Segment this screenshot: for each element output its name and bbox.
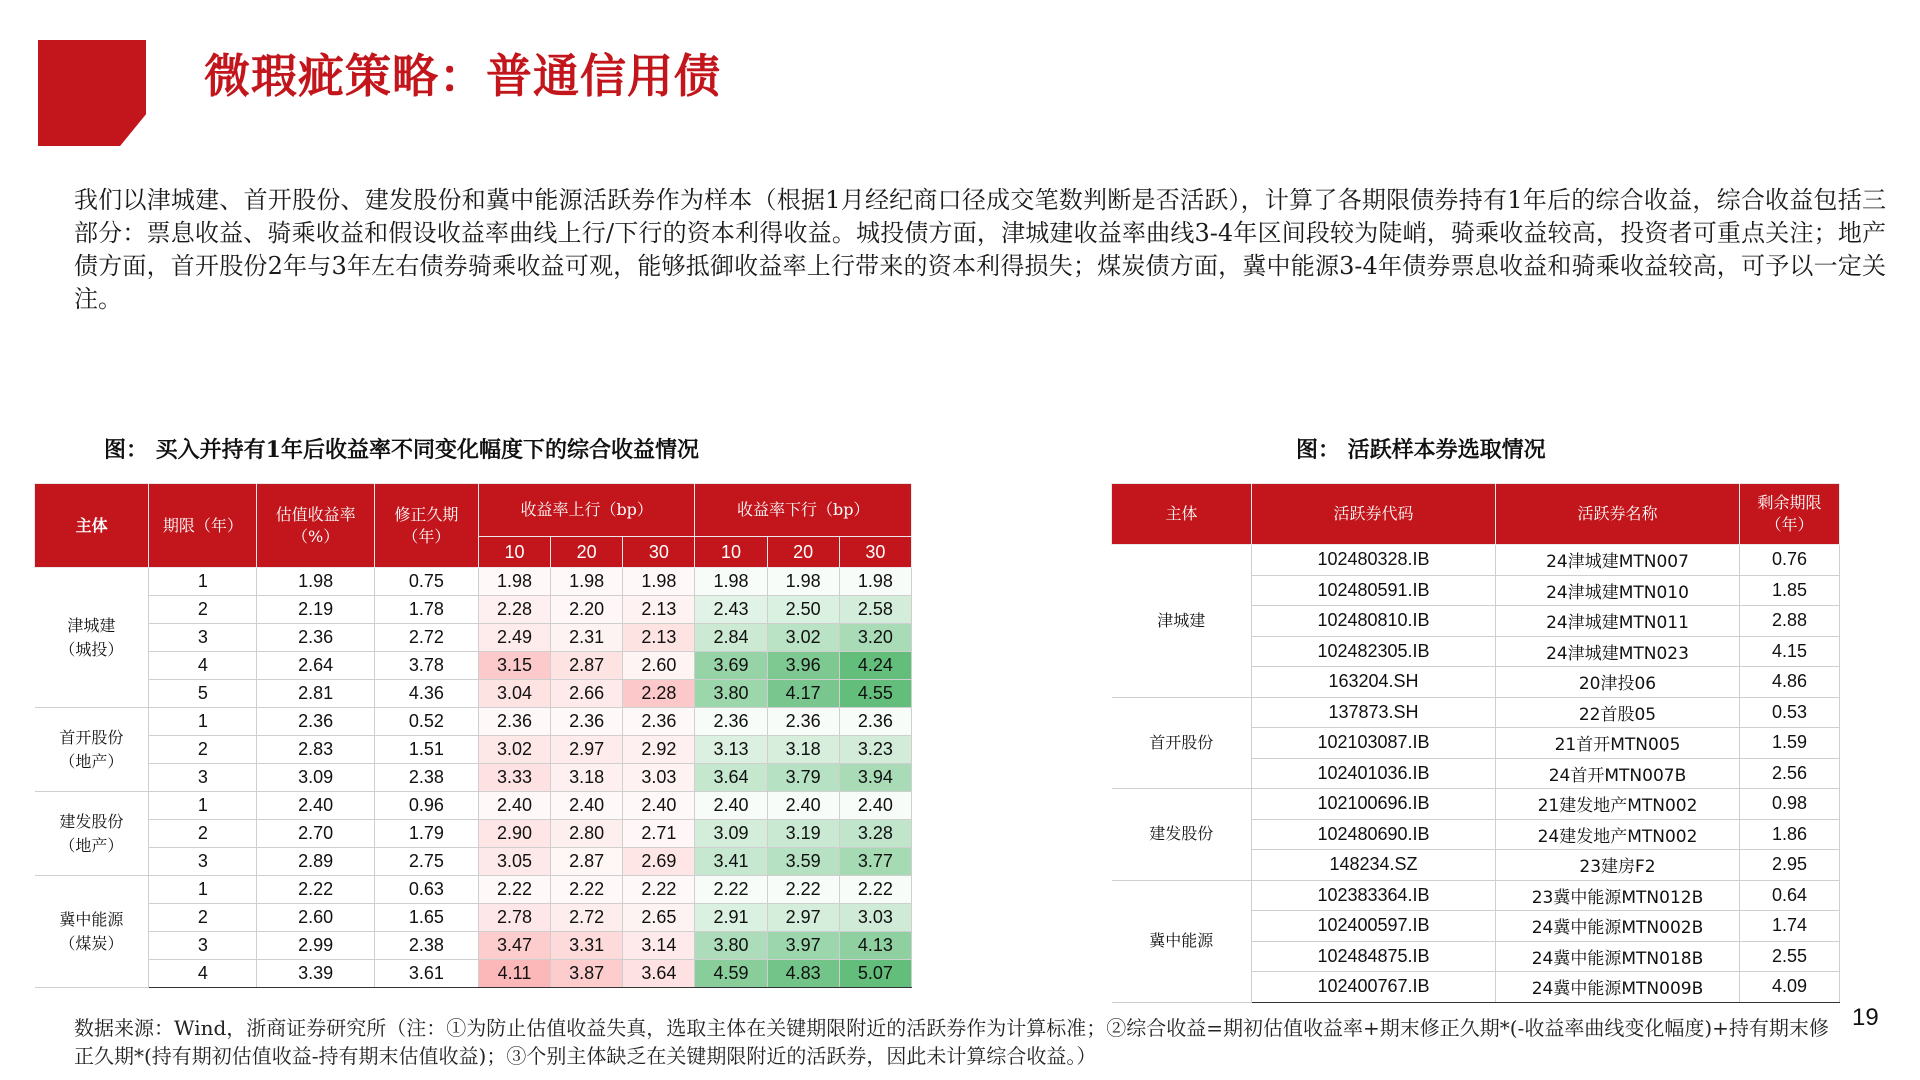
duration-cell: 0.63 <box>374 876 478 904</box>
yield-down-value: 2.40 <box>767 792 839 820</box>
yield-up-value: 2.78 <box>478 904 550 932</box>
bond-code-cell: 102480690.IB <box>1252 819 1496 850</box>
yield-down-value: 4.55 <box>839 680 911 708</box>
yield-up-value: 2.66 <box>551 680 623 708</box>
bond-code-cell: 102482305.IB <box>1252 636 1496 667</box>
yield-up-value: 3.03 <box>623 764 695 792</box>
header-yield-up: 收益率上行（bp） <box>478 484 694 537</box>
yield-up-value: 2.22 <box>551 876 623 904</box>
duration-cell: 4.36 <box>374 680 478 708</box>
sample-bond-table <box>1111 483 1840 1003</box>
term-cell: 2 <box>149 904 257 932</box>
duration-cell: 0.52 <box>374 708 478 736</box>
yield-up-value: 2.28 <box>478 596 550 624</box>
yield-down-value: 3.18 <box>767 736 839 764</box>
table-row <box>35 820 912 848</box>
bond-name-cell: 23冀中能源MTN012B <box>1496 880 1740 911</box>
yield-up-value: 2.60 <box>623 652 695 680</box>
yield-up-value: 2.90 <box>478 820 550 848</box>
yield-down-value: 3.59 <box>767 848 839 876</box>
yield-up-value: 2.92 <box>623 736 695 764</box>
yield-down-value: 3.28 <box>839 820 911 848</box>
yield-up-value: 2.36 <box>623 708 695 736</box>
yield-up-value: 1.98 <box>478 568 550 596</box>
bond-code-cell: 102401036.IB <box>1252 758 1496 789</box>
term-cell: 2 <box>149 736 257 764</box>
entity-cell: 首开股份 （地产） <box>35 708 149 792</box>
yield-down-value: 2.22 <box>695 876 767 904</box>
header-bp: 30 <box>623 537 695 568</box>
yield-up-value: 3.31 <box>551 932 623 960</box>
entity-cell: 津城建 <box>1112 545 1252 698</box>
term-cell: 1 <box>149 568 257 596</box>
term-cell: 3 <box>149 848 257 876</box>
entity-cell: 建发股份 <box>1112 789 1252 881</box>
duration-cell: 0.75 <box>374 568 478 596</box>
duration-cell: 1.51 <box>374 736 478 764</box>
yield-down-value: 2.91 <box>695 904 767 932</box>
yield-down-value: 3.03 <box>839 904 911 932</box>
yield-up-value: 3.64 <box>623 960 695 988</box>
duration-cell: 2.72 <box>374 624 478 652</box>
duration-cell: 2.38 <box>374 932 478 960</box>
remaining-term-cell: 0.64 <box>1740 880 1840 911</box>
yield-up-value: 2.87 <box>551 848 623 876</box>
term-cell: 3 <box>149 764 257 792</box>
bond-code-cell: 102484875.IB <box>1252 941 1496 972</box>
yield-cell: 2.19 <box>257 596 374 624</box>
bond-code-cell: 137873.SH <box>1252 697 1496 728</box>
yield-up-value: 3.47 <box>478 932 550 960</box>
yield-down-value: 3.96 <box>767 652 839 680</box>
yield-down-value: 2.97 <box>767 904 839 932</box>
data-source-note: 数据来源：Wind，浙商证券研究所（注：①为防止估值收益失真，选取主体在关键期限附近的活跃券作为计算标准；②综合收益=期初估值收益率+期末修正久期*(-收益率曲线变化幅度)+持有期末修正久期*(持有期初估值收益-持有期末估值收益)；③个别主体缺乏在关键期限附近的活跃券，因此未计算综合收益。） <box>74 1016 1829 1068</box>
sample-table-body <box>1112 545 1840 1003</box>
yield-cell: 2.22 <box>257 876 374 904</box>
duration-cell: 2.38 <box>374 764 478 792</box>
yield-down-value: 1.98 <box>767 568 839 596</box>
returns-figure-title: 图： 买入并持有1年后收益率不同变化幅度下的综合收益情况 <box>104 437 699 463</box>
duration-cell: 3.78 <box>374 652 478 680</box>
entity-cell: 津城建 （城投） <box>35 568 149 708</box>
remaining-term-cell: 4.09 <box>1740 972 1840 1003</box>
header-term: 期限（年） <box>149 484 257 568</box>
table-row <box>35 568 912 596</box>
yield-up-value: 3.18 <box>551 764 623 792</box>
remaining-term-cell: 1.74 <box>1740 911 1840 942</box>
yield-cell: 2.60 <box>257 904 374 932</box>
yield-down-value: 2.36 <box>839 708 911 736</box>
yield-down-value: 2.36 <box>695 708 767 736</box>
yield-down-value: 3.20 <box>839 624 911 652</box>
bond-name-cell: 24冀中能源MTN018B <box>1496 941 1740 972</box>
bond-name-cell: 24津城建MTN010 <box>1496 575 1740 606</box>
yield-down-value: 3.69 <box>695 652 767 680</box>
bond-name-cell: 24冀中能源MTN009B <box>1496 972 1740 1003</box>
yield-down-value: 2.36 <box>767 708 839 736</box>
returns-table <box>34 483 912 988</box>
yield-up-value: 2.65 <box>623 904 695 932</box>
yield-down-value: 3.23 <box>839 736 911 764</box>
header-bp: 30 <box>839 537 911 568</box>
entity-cell: 冀中能源 <box>1112 880 1252 1002</box>
yield-cell: 2.40 <box>257 792 374 820</box>
table-row <box>35 652 912 680</box>
remaining-term-cell: 1.85 <box>1740 575 1840 606</box>
bond-name-cell: 24津城建MTN007 <box>1496 545 1740 576</box>
remaining-term-cell: 1.86 <box>1740 819 1840 850</box>
term-cell: 1 <box>149 708 257 736</box>
bond-code-cell: 102400597.IB <box>1252 911 1496 942</box>
bond-name-cell: 24建发地产MTN002 <box>1496 819 1740 850</box>
bond-code-cell: 163204.SH <box>1252 667 1496 698</box>
table-row <box>35 764 912 792</box>
yield-down-value: 4.13 <box>839 932 911 960</box>
yield-up-value: 2.31 <box>551 624 623 652</box>
bond-code-cell: 102383364.IB <box>1252 880 1496 911</box>
yield-down-value: 4.59 <box>695 960 767 988</box>
table-row <box>1112 789 1840 820</box>
intro-paragraph: 我们以津城建、首开股份、建发股份和冀中能源活跃券作为样本（根据1月经纪商口径成交笔数判断是否活跃），计算了各期限债券持有1年后的综合收益，综合收益包括三部分：票息收益、骑乘收益和假设收益率曲线上行/下行的资本利得收益。城投债方面，津城建收益率曲线3-4年区间段较为陡峭，骑乘收益较高，投资者可重点关注；地产债方面，首开股份2年与3年左右债券骑乘收益可观，能够抵御收益率上行带来的资本利得损失；煤炭债方面，冀中能源3-4年债券票息收益和骑乘收益较高，可予以一定关注。 <box>74 186 1886 313</box>
header-yield: 估值收益率（%） <box>257 484 374 568</box>
bond-name-cell: 21首开MTN005 <box>1496 728 1740 759</box>
term-cell: 2 <box>149 596 257 624</box>
bond-name-cell: 24冀中能源MTN002B <box>1496 911 1740 942</box>
bond-name-cell: 23建房F2 <box>1496 850 1740 881</box>
yield-cell: 2.64 <box>257 652 374 680</box>
yield-cell: 3.09 <box>257 764 374 792</box>
header-bp: 20 <box>767 537 839 568</box>
term-cell: 3 <box>149 932 257 960</box>
header-bond-code: 活跃券代码 <box>1252 484 1496 545</box>
bond-name-cell: 22首股05 <box>1496 697 1740 728</box>
yield-up-value: 2.87 <box>551 652 623 680</box>
header-entity: 主体 <box>1112 484 1252 545</box>
yield-up-value: 2.36 <box>478 708 550 736</box>
yield-up-value: 2.40 <box>551 792 623 820</box>
term-cell: 1 <box>149 876 257 904</box>
yield-down-value: 2.40 <box>839 792 911 820</box>
remaining-term-cell: 2.55 <box>1740 941 1840 972</box>
yield-up-value: 2.22 <box>478 876 550 904</box>
table-row <box>35 876 912 904</box>
yield-down-value: 4.17 <box>767 680 839 708</box>
header-bp: 10 <box>695 537 767 568</box>
term-cell: 4 <box>149 960 257 988</box>
yield-down-value: 3.80 <box>695 932 767 960</box>
table-row <box>1112 880 1840 911</box>
yield-down-value: 3.79 <box>767 764 839 792</box>
yield-up-value: 2.49 <box>478 624 550 652</box>
yield-up-value: 3.15 <box>478 652 550 680</box>
remaining-term-cell: 2.95 <box>1740 850 1840 881</box>
bond-code-cell: 102400767.IB <box>1252 972 1496 1003</box>
yield-up-value: 3.02 <box>478 736 550 764</box>
yield-up-value: 2.13 <box>623 596 695 624</box>
yield-up-value: 2.80 <box>551 820 623 848</box>
page-title: 微瑕疵策略：普通信用债 <box>204 49 721 103</box>
yield-down-value: 2.58 <box>839 596 911 624</box>
page-number: 19 <box>1852 1004 1879 1031</box>
entity-cell: 首开股份 <box>1112 697 1252 789</box>
yield-up-value: 2.36 <box>551 708 623 736</box>
table-row <box>35 848 912 876</box>
yield-down-value: 4.83 <box>767 960 839 988</box>
term-cell: 2 <box>149 820 257 848</box>
yield-up-value: 1.98 <box>623 568 695 596</box>
yield-down-value: 3.97 <box>767 932 839 960</box>
yield-up-value: 2.40 <box>623 792 695 820</box>
remaining-term-cell: 2.88 <box>1740 606 1840 637</box>
yield-up-value: 4.11 <box>478 960 550 988</box>
yield-cell: 2.36 <box>257 708 374 736</box>
yield-up-value: 2.69 <box>623 848 695 876</box>
yield-up-value: 2.13 <box>623 624 695 652</box>
bond-name-cell: 21建发地产MTN002 <box>1496 789 1740 820</box>
yield-up-value: 3.14 <box>623 932 695 960</box>
yield-down-value: 2.84 <box>695 624 767 652</box>
yield-up-value: 2.71 <box>623 820 695 848</box>
bond-code-cell: 102103087.IB <box>1252 728 1496 759</box>
table-row <box>35 904 912 932</box>
duration-cell: 0.96 <box>374 792 478 820</box>
yield-cell: 2.36 <box>257 624 374 652</box>
bond-code-cell: 102100696.IB <box>1252 789 1496 820</box>
header-remaining-term: 剩余期限（年） <box>1740 484 1840 545</box>
yield-up-value: 2.72 <box>551 904 623 932</box>
yield-down-value: 2.43 <box>695 596 767 624</box>
bond-code-cell: 148234.SZ <box>1252 850 1496 881</box>
yield-down-value: 3.94 <box>839 764 911 792</box>
yield-down-value: 2.22 <box>839 876 911 904</box>
yield-up-value: 2.40 <box>478 792 550 820</box>
remaining-term-cell: 0.76 <box>1740 545 1840 576</box>
yield-down-value: 3.13 <box>695 736 767 764</box>
header-bp: 10 <box>478 537 550 568</box>
term-cell: 4 <box>149 652 257 680</box>
yield-down-value: 2.40 <box>695 792 767 820</box>
yield-down-value: 1.98 <box>839 568 911 596</box>
remaining-term-cell: 4.15 <box>1740 636 1840 667</box>
yield-up-value: 3.33 <box>478 764 550 792</box>
returns-table-body <box>35 568 912 988</box>
table-row <box>35 736 912 764</box>
yield-down-value: 3.09 <box>695 820 767 848</box>
yield-up-value: 2.97 <box>551 736 623 764</box>
yield-down-value: 1.98 <box>695 568 767 596</box>
entity-cell: 冀中能源 （煤炭） <box>35 876 149 988</box>
entity-cell: 建发股份 （地产） <box>35 792 149 876</box>
remaining-term-cell: 0.98 <box>1740 789 1840 820</box>
table-row <box>1112 697 1840 728</box>
bond-name-cell: 24津城建MTN011 <box>1496 606 1740 637</box>
yield-cell: 2.70 <box>257 820 374 848</box>
header-duration: 修正久期（年） <box>374 484 478 568</box>
bond-code-cell: 102480810.IB <box>1252 606 1496 637</box>
yield-up-value: 2.22 <box>623 876 695 904</box>
table-row <box>35 932 912 960</box>
yield-down-value: 2.22 <box>767 876 839 904</box>
remaining-term-cell: 1.59 <box>1740 728 1840 759</box>
header-entity: 主体 <box>35 484 149 568</box>
yield-down-value: 3.64 <box>695 764 767 792</box>
header-bond-name: 活跃券名称 <box>1496 484 1740 545</box>
yield-down-value: 3.80 <box>695 680 767 708</box>
remaining-term-cell: 2.56 <box>1740 758 1840 789</box>
bond-name-cell: 24首开MTN007B <box>1496 758 1740 789</box>
bond-code-cell: 102480328.IB <box>1252 545 1496 576</box>
yield-cell: 3.39 <box>257 960 374 988</box>
yield-up-value: 3.04 <box>478 680 550 708</box>
duration-cell: 1.65 <box>374 904 478 932</box>
yield-cell: 2.99 <box>257 932 374 960</box>
yield-up-value: 1.98 <box>551 568 623 596</box>
yield-down-value: 5.07 <box>839 960 911 988</box>
yield-up-value: 2.20 <box>551 596 623 624</box>
brand-logo-block <box>38 40 146 146</box>
table-row <box>35 708 912 736</box>
duration-cell: 3.61 <box>374 960 478 988</box>
yield-down-value: 4.24 <box>839 652 911 680</box>
header-yield-down: 收益率下行（bp） <box>695 484 912 537</box>
yield-cell: 1.98 <box>257 568 374 596</box>
table-row <box>35 792 912 820</box>
term-cell: 3 <box>149 624 257 652</box>
header-bp: 20 <box>551 537 623 568</box>
duration-cell: 1.79 <box>374 820 478 848</box>
table-row <box>35 960 912 988</box>
table-row <box>1112 545 1840 576</box>
sample-figure-title: 图： 活跃样本券选取情况 <box>1296 437 1546 463</box>
yield-up-value: 3.87 <box>551 960 623 988</box>
table-row <box>35 624 912 652</box>
table-row <box>35 596 912 624</box>
yield-down-value: 3.77 <box>839 848 911 876</box>
yield-cell: 2.89 <box>257 848 374 876</box>
bond-code-cell: 102480591.IB <box>1252 575 1496 606</box>
remaining-term-cell: 0.53 <box>1740 697 1840 728</box>
yield-down-value: 3.19 <box>767 820 839 848</box>
yield-up-value: 3.05 <box>478 848 550 876</box>
bond-name-cell: 24津城建MTN023 <box>1496 636 1740 667</box>
yield-cell: 2.81 <box>257 680 374 708</box>
remaining-term-cell: 4.86 <box>1740 667 1840 698</box>
bond-name-cell: 20津投06 <box>1496 667 1740 698</box>
duration-cell: 1.78 <box>374 596 478 624</box>
yield-cell: 2.83 <box>257 736 374 764</box>
term-cell: 5 <box>149 680 257 708</box>
term-cell: 1 <box>149 792 257 820</box>
yield-down-value: 3.41 <box>695 848 767 876</box>
yield-down-value: 3.02 <box>767 624 839 652</box>
duration-cell: 2.75 <box>374 848 478 876</box>
yield-up-value: 2.28 <box>623 680 695 708</box>
table-row <box>35 680 912 708</box>
yield-down-value: 2.50 <box>767 596 839 624</box>
